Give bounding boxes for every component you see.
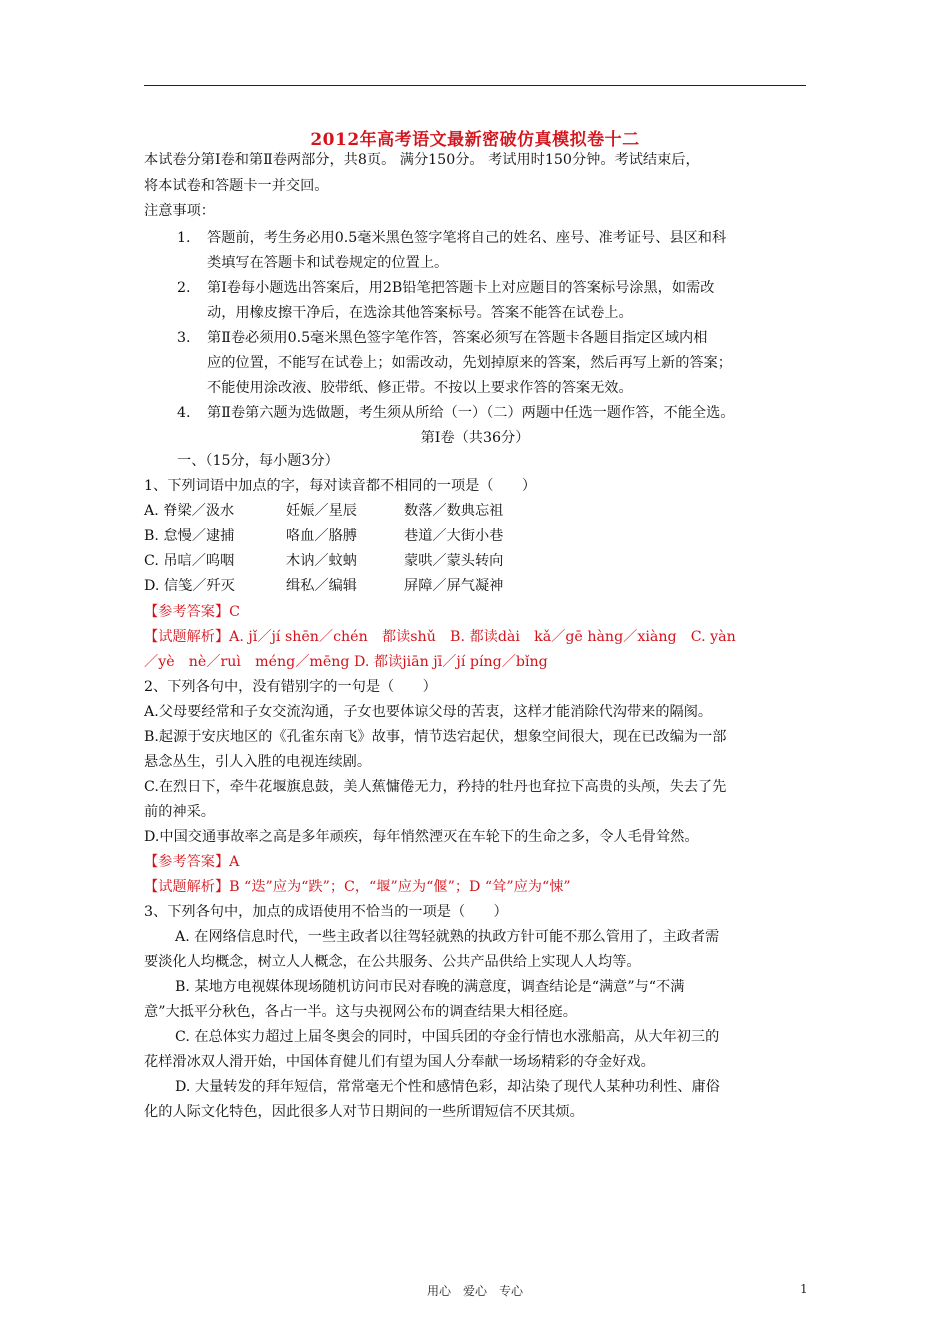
page-footer: 用心 爱心 专心: [426, 1284, 523, 1298]
header-rule: [144, 85, 806, 86]
q1-option-b-col-3: 巷道／大街小巷: [404, 528, 504, 544]
note-3-line-1: 第Ⅱ卷必须用0.5毫米黑色签字笔作答，答案必须写在答题卡各题目指定区域内相: [207, 330, 708, 346]
q3-option-c-line-2: 花样滑冰双人滑开始，中国体育健儿们有望为国人分奉献一场场精彩的夺金好戏。: [144, 1054, 655, 1070]
q1-option-d-col-3: 屏障／屏气凝神: [404, 578, 504, 594]
q1-analysis-line-2: ／yè nè／ruì méng／mēng D. 都读jiān jī／jí píng／bǐng: [144, 654, 548, 670]
q1-option-c: [144, 551, 503, 571]
note-3-line-3: 不能使用涂改液、胶带纸、修正带。不按以上要求作答的答案无效。: [207, 380, 633, 396]
q1-option-c-col-3: 蒙哄／蒙头转向: [404, 553, 504, 569]
note-2-line-1: 第Ⅰ卷每小题选出答案后，用2B铅笔把答题卡上对应题目的答案标号涂黑，如需改: [207, 280, 715, 296]
q3-option-d-line-2: 化的人际文化特色，因此很多人对节日期间的一些所谓短信不厌其烦。: [144, 1104, 584, 1120]
q1-option-b: [144, 526, 503, 546]
q1-option-c-col-2: 木讷／蚊蚋: [286, 553, 357, 569]
intro-line-1: 本试卷分第Ⅰ卷和第Ⅱ卷两部分，共8页。 满分150分。 考试用时150分钟。考试结束后，: [144, 152, 700, 168]
note-1-line-1: 答题前，考生务必用0.5毫米黑色签字笔将自己的姓名、座号、准考证号、县区和科: [207, 230, 727, 246]
note-2-number: 2.: [177, 280, 191, 296]
note-3-line-2: 应的位置，不能写在试卷上；如需改动，先划掉原来的答案，然后再写上新的答案；: [207, 355, 732, 371]
q2-option-c-line-1: C.在烈日下，牵牛花堰旗息鼓，美人蕉慵倦无力，矜持的牡丹也耷拉下高贵的头颅，失去了先: [144, 779, 727, 795]
page-title: 2012年高考语文最新密破仿真模拟卷十二: [310, 130, 640, 150]
q1-option-d: [144, 576, 503, 596]
intro-line-2: 将本试卷和答题卡一并交回。: [144, 178, 329, 194]
q2-answer: 【参考答案】A: [144, 854, 240, 870]
note-4-line-1: 第Ⅱ卷第六题为选做题，考生须从所给（一）（二）两题中任选一题作答，不能全选。: [207, 405, 735, 421]
note-1-line-2: 类填写在答题卡和试卷规定的位置上。: [207, 255, 449, 271]
q2-option-a: A.父母要经常和子女交流沟通，子女也要体谅父母的苦衷，这样才能消除代沟带来的隔阂。: [144, 704, 713, 720]
q2-option-b-line-1: B.起源于安庆地区的《孔雀东南飞》故事，情节迭宕起伏，想象空间很大，现在已改编为一部: [144, 729, 727, 745]
q1-option-a-col-3: 数落／数典忘祖: [404, 503, 504, 519]
q1-option-c-col-1: C. 吊唁／呜咽: [144, 553, 235, 569]
page-number: 1: [800, 1282, 808, 1296]
q1-answer: 【参考答案】C: [144, 604, 240, 620]
q2-option-d: D.中国交通事故率之高是多年顽疾，每年悄然湮灭在车轮下的生命之多，令人毛骨耸然。: [144, 829, 699, 845]
note-4-number: 4.: [177, 405, 191, 421]
q2-option-b-line-2: 悬念丛生，引人入胜的电视连续剧。: [144, 754, 372, 770]
q1-option-b-col-1: B. 怠慢／逮捕: [144, 528, 235, 544]
q2-option-c-line-2: 前的神采。: [144, 804, 215, 820]
q3-option-b-line-2: 意”大抵平分秋色，各占一半。这与央视网公布的调查结果大相径庭。: [144, 1004, 577, 1020]
q1-option-a-col-1: A. 脊梁／汲水: [144, 503, 235, 519]
q3-option-c-line-1: C. 在总体实力超过上届冬奥会的同时，中国兵团的夺金行情也水涨船高，从大年初三的: [175, 1029, 720, 1045]
note-3-number: 3.: [177, 330, 191, 346]
q1-analysis-line-1: 【试题解析】A. jǐ／jí shēn／chén 都读shǔ B. 都读dài kǎ／gē hàng／xiàng C. yàn: [144, 629, 736, 645]
q1-option-b-col-2: 咯血／胳膊: [286, 528, 357, 544]
q1-option-d-col-2: 缉私／编辑: [286, 578, 357, 594]
q3-stem: 3、下列各句中，加点的成语使用不恰当的一项是（ ）: [144, 904, 508, 920]
q3-option-b-line-1: B. 某地方电视媒体现场随机访问市民对春晚的满意度，调查结论是“满意”与“不满: [175, 979, 685, 995]
note-2-line-2: 动，用橡皮擦干净后，在选涂其他答案标号。答案不能答在试卷上。: [207, 305, 633, 321]
notice-heading: 注意事项：: [144, 203, 215, 219]
note-1-number: 1.: [177, 230, 191, 246]
q3-option-d-line-1: D. 大量转发的拜年短信，常常毫无个性和感情色彩，却沾染了现代人某种功利性、庸俗: [175, 1079, 720, 1095]
section-title: 第Ⅰ卷（共36分）: [420, 430, 530, 446]
q3-option-a-line-2: 要淡化人均概念，树立人人概念，在公共服务、公共产品供给上实现人人均等。: [144, 954, 641, 970]
q2-stem: 2、下列各句中，没有错别字的一句是（ ）: [144, 679, 437, 695]
part-one-heading: 一、（15分，每小题3分）: [177, 453, 339, 469]
q1-stem: 1、下列词语中加点的字，每对读音都不相同的一项是（ ）: [144, 478, 537, 494]
q1-option-a-col-2: 妊娠／星辰: [286, 503, 357, 519]
q1-option-a: [144, 501, 503, 521]
q3-option-a-line-1: A. 在网络信息时代，一些主政者以往驾轻就熟的执政方针可能不那么管用了，主政者需: [175, 929, 720, 945]
q2-analysis: 【试题解析】B “迭”应为“跌”；C，“堰”应为“偃”；D “耸”应为“悚”: [144, 879, 571, 895]
q1-option-d-col-1: D. 信笺／歼灭: [144, 578, 235, 594]
